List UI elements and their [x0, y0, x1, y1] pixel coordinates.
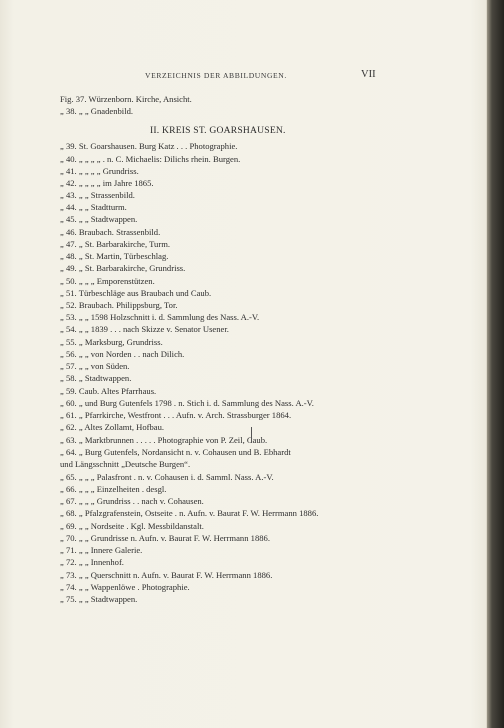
- figure-entry: „ 64. „ Burg Gutenfels, Nordansicht n. v. Cohausen und B. Ebhardt: [60, 447, 291, 457]
- figure-entry: „ 66. „ „ „ Einzelheiten . desgl.: [60, 484, 167, 494]
- figure-entry: „ 74. „ „ Wappenlöwe . Photographie.: [60, 582, 190, 592]
- figure-entry: „ 65. „ „ „ Palasfront . n. v. Cohausen i. d. Samml. Nass. A.-V.: [60, 472, 274, 482]
- figure-entry: „ 73. „ „ Querschnitt n. Aufn. v. Baurat F. W. Herrmann 1886.: [60, 570, 273, 580]
- figure-entry: „ 42. „ „ „ „ im Jahre 1865.: [60, 178, 154, 188]
- figure-entry: „ 46. Braubach. Strassenbild.: [60, 227, 161, 237]
- figure-entry: „ 51. Türbeschläge aus Braubach und Caub.: [60, 288, 212, 298]
- figure-entry: „ 52. Braubach. Philippsburg, Tor.: [60, 300, 178, 310]
- figure-entry: und Längsschnitt „Deutsche Burgen“.: [60, 459, 191, 469]
- figure-entry: „ 68. „ Pfalzgrafenstein, Ostseite . n. Aufn. v. Baurat F. W. Herrmann 1886.: [60, 508, 319, 518]
- figure-entry: „ 50. „ „ „ Emporenstützen.: [60, 276, 155, 286]
- figure-entry: „ 54. „ „ 1839 . . . nach Skizze v. Senator Usener.: [60, 324, 229, 334]
- figure-entry: „ 59. Caub. Altes Pfarrhaus.: [60, 386, 157, 396]
- figure-entry: „ 49. „ St. Barbarakirche, Grundriss.: [60, 263, 186, 273]
- brace: [251, 427, 254, 443]
- figure-entry: „ 56. „ „ von Norden . . nach Dilich.: [60, 349, 185, 359]
- figure-entry: „ 53. „ „ 1598 Holzschnitt i. d. Sammlung des Nass. A.-V.: [60, 312, 260, 322]
- running-head: VERZEICHNIS DER ABBILDUNGEN.: [145, 71, 287, 80]
- figure-entry: „ 47. „ St. Barbarakirche, Turm.: [60, 239, 171, 249]
- figure-entry: Fig. 37. Würzenborn. Kirche, Ansicht.: [60, 94, 192, 104]
- figure-entry: „ 45. „ „ Stadtwappen.: [60, 214, 138, 224]
- figure-entry: „ 62. „ Altes Zollamt, Hofbau.: [60, 422, 165, 432]
- figure-entry: „ 57. „ „ von Süden.: [60, 361, 130, 371]
- page-edge: [487, 0, 504, 728]
- figure-entry: „ 69. „ „ Nordseite . Kgl. Messbildanstalt.: [60, 521, 204, 531]
- page-number: VII: [361, 69, 376, 80]
- figure-entry: „ 63. „ Marktbrunnen . . . . . Photographie von P. Zeil, Caub.: [60, 435, 268, 445]
- section-heading: II. KREIS ST. GOARSHAUSEN.: [150, 125, 286, 136]
- figure-entry: „ 71. „ „ Innere Galerie.: [60, 545, 143, 555]
- figure-entry: „ 40. „ „ „ „ . n. C. Michaelis: Dilichs rhein. Burgen.: [60, 154, 241, 164]
- figure-entry: „ 39. St. Goarshausen. Burg Katz . . . Photographie.: [60, 141, 238, 151]
- figure-entry: „ 67. „ „ „ Grundriss . . nach v. Cohausen.: [60, 496, 204, 506]
- figure-entry: „ 61. „ Pfarrkirche, Westfront . . . Aufn. v. Arch. Strassburger 1864.: [60, 410, 292, 420]
- figure-entry: „ 72. „ „ Innenhof.: [60, 557, 124, 567]
- figure-entry: „ 60. „ und Burg Gutenfels 1798 . n. Stich i. d. Sammlung des Nass. A.-V.: [60, 398, 314, 408]
- figure-entry: „ 58. „ Stadtwappen.: [60, 373, 132, 383]
- figure-entry: „ 70. „ „ Grundrisse n. Aufn. v. Baurat F. W. Herrmann 1886.: [60, 533, 270, 543]
- figure-entry: „ 43. „ „ Strassenbild.: [60, 190, 135, 200]
- figure-entry: „ 44. „ „ Stadtturm.: [60, 202, 127, 212]
- figure-entry: „ 41. „ „ „ „ Grundriss.: [60, 166, 139, 176]
- figure-entry: „ 38. „ „ Gnadenbild.: [60, 106, 134, 116]
- figure-entry: „ 55. „ Marksburg, Grundriss.: [60, 337, 163, 347]
- figure-entry: „ 48. „ St. Martin, Türbeschlag.: [60, 251, 169, 261]
- figure-entry: „ 75. „ „ Stadtwappen.: [60, 594, 138, 604]
